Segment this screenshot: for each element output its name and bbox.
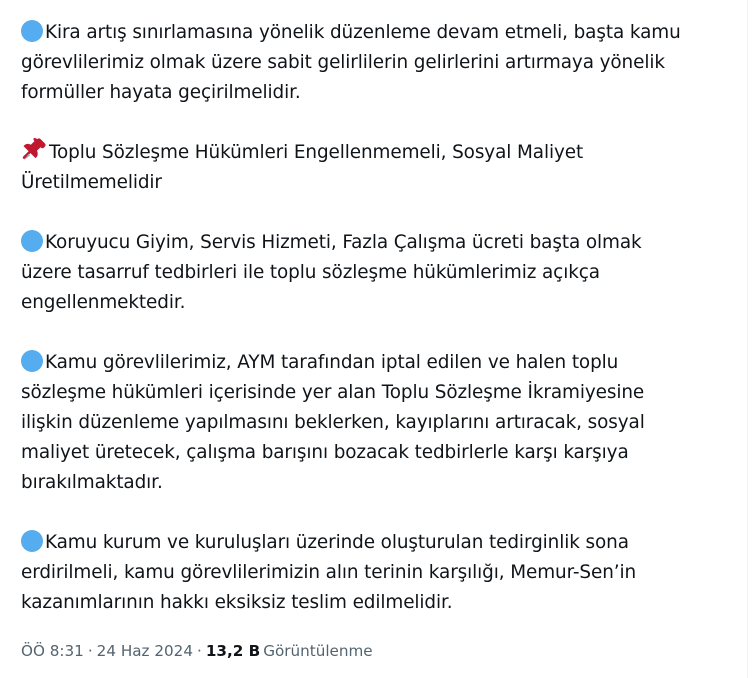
- post-paragraph: [21, 348, 721, 498]
- post-text-line: [21, 558, 721, 588]
- post-text-content: ilişkin düzenleme yapılmasını beklerken, kayıplarını artıracak, sosyal: [21, 412, 645, 433]
- post-text-line: [21, 528, 721, 558]
- post-text-line: [21, 138, 721, 168]
- post-text-content: bırakılmaktadır.: [21, 472, 163, 493]
- post-text-line: [21, 468, 721, 498]
- post-text-line: [21, 588, 721, 618]
- post-paragraph: [21, 18, 721, 108]
- post-text-line: [21, 438, 721, 468]
- post-text-content: erdirilmeli, kamu görevlilerimizin alın terinin karşılığı, Memur-Sen’in: [21, 562, 637, 583]
- meta-separator: ·: [197, 642, 202, 660]
- pushpin-icon: [21, 138, 47, 162]
- post-text-content: sözleşme hükümleri içerisinde yer alan Toplu Sözleşme İkramiyesine: [21, 382, 645, 403]
- post-text-line: [21, 258, 721, 288]
- post-text-line: [21, 408, 721, 438]
- post-text-line: [21, 288, 721, 318]
- post-text-line: [21, 378, 721, 408]
- meta-separator: ·: [87, 642, 93, 660]
- post-text-line: [21, 228, 721, 258]
- post-paragraph: [21, 528, 721, 618]
- post-text-line: [21, 348, 721, 378]
- post-text-content: kazanımlarının hakkı eksiksiz teslim edilmelidir.: [21, 592, 453, 613]
- views-count: 13,2 B: [205, 642, 261, 660]
- blue-circle-icon: [21, 20, 43, 42]
- post-text-content: Üretilmemelidir: [21, 172, 162, 193]
- post-text-content: Kira artış sınırlamasına yönelik düzenleme devam etmeli, başta kamu: [45, 22, 681, 43]
- post-text-content: engellenmektedir.: [21, 292, 186, 313]
- post-text: [21, 18, 721, 648]
- post-paragraph: [21, 228, 721, 318]
- post-meta: [21, 640, 373, 662]
- post-text-line: [21, 18, 721, 48]
- post-timestamp-link[interactable]: [21, 642, 193, 660]
- post-text-content: görevlilerimiz olmak üzere sabit gelirlilerin gelirlerini artırmaya yönelik: [21, 52, 665, 73]
- views-label: Görüntülenme: [263, 642, 373, 660]
- blue-circle-icon: [21, 230, 43, 252]
- blue-circle-icon: [21, 350, 43, 372]
- post-paragraph: [21, 138, 721, 198]
- post-text-content: Kamu görevlilerimiz, AYM tarafından iptal edilen ve halen toplu: [45, 352, 619, 373]
- post-text-content: Toplu Sözleşme Hükümleri Engellenmemeli, Sosyal Maliyet: [49, 142, 584, 163]
- post-text-content: Koruyucu Giyim, Servis Hizmeti, Fazla Çalışma ücreti başta olmak: [45, 232, 642, 253]
- post-time: ÖÖ 8:31: [21, 642, 84, 660]
- post-text-content: formüller hayata geçirilmelidir.: [21, 82, 301, 103]
- post-text-line: [21, 78, 721, 108]
- post-text-content: üzere tasarruf tedbirleri ile toplu sözleşme hükümlerimiz açıkça: [21, 262, 600, 283]
- post-text-content: Kamu kurum ve kuruluşları üzerinde oluşturulan tedirginlik sona: [45, 532, 629, 553]
- post-text-line: [21, 48, 721, 78]
- blue-circle-icon: [21, 530, 43, 552]
- post-date: 24 Haz 2024: [96, 642, 194, 660]
- post-text-content: maliyet üretecek, çalışma barışını bozacak tedbirlerle karşı karşıya: [21, 442, 629, 463]
- post-text-line: [21, 168, 721, 198]
